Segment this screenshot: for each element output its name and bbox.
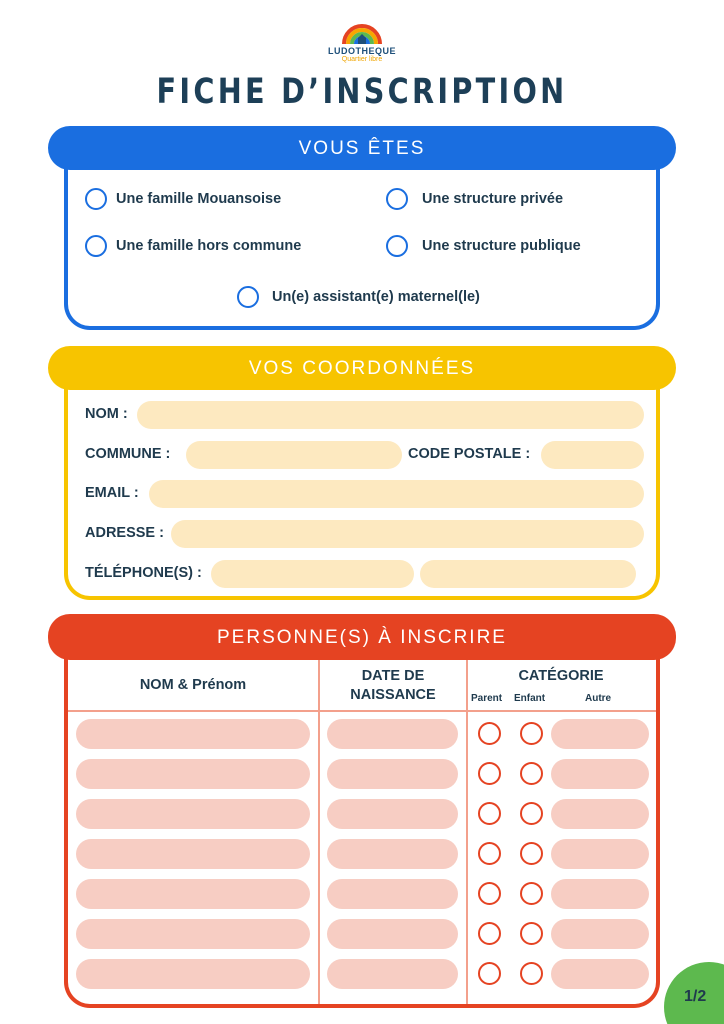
- personnes-header: PERSONNE(S) À INSCRIRE: [48, 614, 676, 660]
- vous-etes-header: VOUS ÊTES: [48, 126, 676, 170]
- adresse-label: ADRESSE :: [85, 525, 164, 541]
- sub-head-parent: Parent: [471, 693, 503, 704]
- page-title: FICHE D’INSCRIPTION: [156, 72, 568, 112]
- row-3-enfant-radio[interactable]: [520, 802, 543, 825]
- logo-title: LUDOTHEQUE: [328, 46, 396, 56]
- rainbow-house-icon: [340, 8, 384, 48]
- row-4-nom-field[interactable]: [76, 839, 310, 869]
- row-3-date-field[interactable]: [327, 799, 458, 829]
- row-2-date-field[interactable]: [327, 759, 458, 789]
- row-1-enfant-radio[interactable]: [520, 722, 543, 745]
- row-2-parent-radio[interactable]: [478, 762, 501, 785]
- page-number: 1/2: [684, 988, 707, 1005]
- row-1-autre-field[interactable]: [551, 719, 649, 749]
- structure-privee-radio[interactable]: [386, 188, 408, 210]
- assistant-maternel-radio[interactable]: [237, 286, 259, 308]
- row-5-autre-field[interactable]: [551, 879, 649, 909]
- code-postal-label: CODE POSTALE :: [408, 446, 531, 462]
- telephone-field-1[interactable]: [211, 560, 414, 588]
- famille-hors-commune-radio[interactable]: [85, 235, 107, 257]
- ludotheque-logo: [326, 8, 398, 64]
- row-1-nom-field[interactable]: [76, 719, 310, 749]
- row-2-enfant-radio[interactable]: [520, 762, 543, 785]
- telephone-field-2[interactable]: [420, 560, 636, 588]
- telephone-label: TÉLÉPHONE(S) :: [85, 565, 202, 581]
- sub-head-enfant: Enfant: [514, 693, 546, 704]
- row-1-date-field[interactable]: [327, 719, 458, 749]
- row-4-parent-radio[interactable]: [478, 842, 501, 865]
- nom-label: NOM :: [85, 406, 128, 422]
- code-postal-field[interactable]: [541, 441, 644, 469]
- row-4-autre-field[interactable]: [551, 839, 649, 869]
- row-7-nom-field[interactable]: [76, 959, 310, 989]
- row-5-parent-radio[interactable]: [478, 882, 501, 905]
- commune-field[interactable]: [186, 441, 402, 469]
- row-6-date-field[interactable]: [327, 919, 458, 949]
- row-7-enfant-radio[interactable]: [520, 962, 543, 985]
- structure-publique-label: Une structure publique: [422, 238, 581, 254]
- col-date-line1: DATE DE: [361, 668, 425, 684]
- row-3-autre-field[interactable]: [551, 799, 649, 829]
- row-4-enfant-radio[interactable]: [520, 842, 543, 865]
- col-categorie: CATÉGORIE: [518, 668, 604, 684]
- row-6-nom-field[interactable]: [76, 919, 310, 949]
- nom-field[interactable]: [137, 401, 644, 429]
- row-3-nom-field[interactable]: [76, 799, 310, 829]
- row-2-autre-field[interactable]: [551, 759, 649, 789]
- row-5-nom-field[interactable]: [76, 879, 310, 909]
- famille-hors-commune-label: Une famille hors commune: [116, 238, 302, 254]
- row-5-enfant-radio[interactable]: [520, 882, 543, 905]
- row-6-parent-radio[interactable]: [478, 922, 501, 945]
- assistant-maternel-label: Un(e) assistant(e) maternel(le): [272, 289, 480, 305]
- row-4-date-field[interactable]: [327, 839, 458, 869]
- email-field[interactable]: [149, 480, 644, 508]
- email-label: EMAIL :: [85, 485, 139, 501]
- row-3-parent-radio[interactable]: [478, 802, 501, 825]
- logo-subtitle: Quartier libre: [341, 56, 383, 63]
- adresse-field[interactable]: [171, 520, 644, 548]
- col-date-line2: NAISSANCE: [350, 687, 436, 703]
- row-6-enfant-radio[interactable]: [520, 922, 543, 945]
- row-1-parent-radio[interactable]: [478, 722, 501, 745]
- commune-label: COMMUNE :: [85, 446, 171, 462]
- sub-head-autre: Autre: [585, 693, 612, 704]
- row-7-autre-field[interactable]: [551, 959, 649, 989]
- coordonnees-header: VOS COORDONNÉES: [48, 346, 676, 390]
- famille-mouansoise-label: Une famille Mouansoise: [116, 191, 282, 207]
- row-6-autre-field[interactable]: [551, 919, 649, 949]
- famille-mouansoise-radio[interactable]: [85, 188, 107, 210]
- row-5-date-field[interactable]: [327, 879, 458, 909]
- row-7-date-field[interactable]: [327, 959, 458, 989]
- header-divider: [68, 710, 656, 712]
- row-7-parent-radio[interactable]: [478, 962, 501, 985]
- row-2-nom-field[interactable]: [76, 759, 310, 789]
- structure-privee-label: Une structure privée: [422, 191, 564, 207]
- col-nom-prenom: NOM & Prénom: [139, 677, 247, 693]
- structure-publique-radio[interactable]: [386, 235, 408, 257]
